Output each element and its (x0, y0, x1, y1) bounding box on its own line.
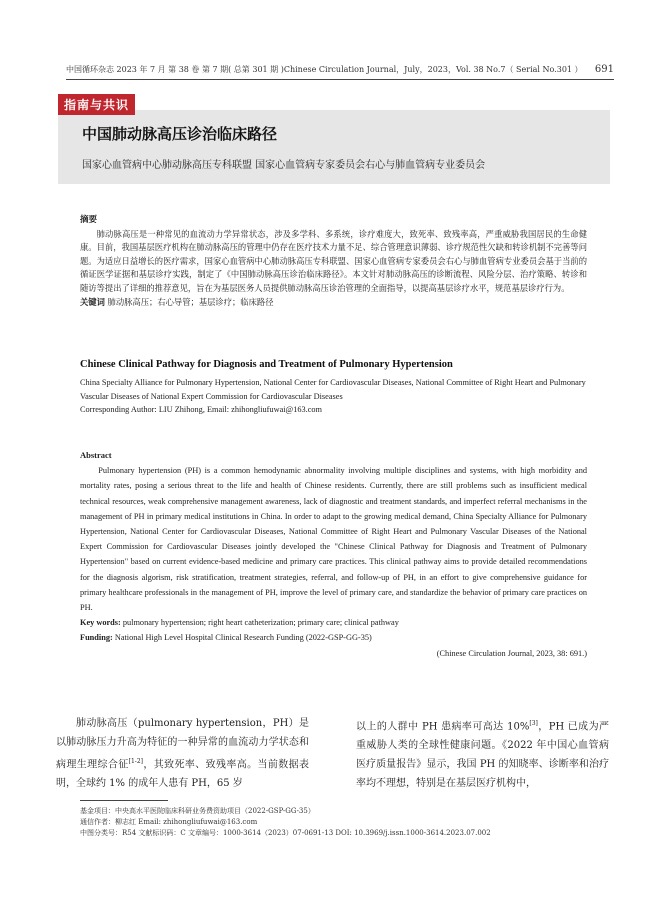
english-abstract (80, 448, 587, 661)
english-title: Chinese Clinical Pathway for Diagnosis and Treatment of Pulmonary Hypertension (80, 359, 453, 370)
funding-line (80, 630, 587, 645)
header-rule (66, 79, 614, 80)
chinese-authors: 国家心血管病中心肺动脉高压专科联盟 国家心血管病专家委员会右心与肺血管病专业委员会 (82, 160, 486, 171)
footnote-rule (80, 800, 168, 801)
funding-text: National High Level Hospital Clinical Research Funding (2022-GSP-GG-35) (114, 633, 372, 643)
chinese-abstract (80, 214, 587, 309)
funding-label: Funding: (80, 633, 113, 643)
page-number: 691 (594, 64, 614, 75)
footnote-author: 通信作者：柳志红 Email: zhihongliufuwai@163.com (80, 818, 258, 826)
citation: (Chinese Circulation Journal, 2023, 38: 691.) (436, 648, 587, 658)
english-affiliation-block (80, 376, 587, 417)
english-abstract-heading: Abstract (80, 450, 112, 460)
body-text-left-b: ，其致死率、致残率高。当前数据表明，全球约 1% 的成年人患有 PH，65 岁 (56, 759, 310, 790)
journal-line: 中国循环杂志 2023 年 7 月 第 38 卷 第 7 期( 总第 301 期 )Chinese Circulation Journal，July，2023，Vol. 38 No.7（ Serial No.301 ） (66, 65, 583, 74)
title-banner (58, 110, 610, 184)
body-column-right (356, 714, 609, 793)
body-paragraph-left (56, 714, 309, 793)
chinese-keywords-label: 关键词 (80, 296, 105, 307)
footnote-funding: 基金项目：中央高水平医院临床科研业务费资助项目（2022-GSP-GG-35） (80, 807, 315, 815)
english-abstract-text: Pulmonary hypertension (PH) is a common hemodynamic abnormality involving multiple disciplines and systems, with high morbidity and mortality rates, posing a serious threat to the life and health of Chinese residents. Currently, there are still problems such as insufficient medical technical resources, weak comprehensive management awareness, lack of diagnostic and treatment standards, and imperfect referral mechanisms in the management of PH in primary medical institutions in China. In order to adapt to the growing medical demand, China Specialty Alliance for Pulmonary Hypertension, National Center for Cardiovascular Diseases, National Committee of Right Heart and Pulmonary Vascular Diseases of the National Expert Commission for Cardiovascular Diseases jointly developed the "Chinese Clinical Pathway for Diagnosis and Treatment of Pulmonary Hypertension" based on current evidence-based medicine and primary care practices. This clinical pathway aims to provide detailed recommendations for the diagnosis algorism, risk stratification, treatment strategies, referral, and follow-up of PH, in an effort to give comprehensive guidance for primary healthcare professionals in the management of PH, improve the level of primary care, and standardize the behavior of primary care practices on PH. (80, 466, 587, 613)
body-column-left (56, 714, 309, 793)
reference-mark: [1-2] (128, 758, 143, 765)
english-keywords-label: Key words: (80, 618, 121, 628)
body-paragraph-right (356, 714, 609, 793)
chinese-keywords-text: 肺动脉高压；右心导管；基层诊疗；临床路径 (107, 296, 274, 307)
body-text-left-a: 肺动脉高压（pulmonary hypertension，PH）是以肺动脉压力升高为特征的一种异常的血流动力学状态和病理生理综合征 (56, 718, 309, 771)
chinese-keywords (80, 296, 587, 310)
column-badge: 指南与共识 (58, 94, 135, 115)
english-keywords-text: pulmonary hypertension; right heart catheterization; primary care; clinical pathway (122, 618, 399, 628)
reference-mark: [3] (529, 720, 538, 727)
english-keywords (80, 615, 587, 630)
corresponding-author: Corresponding Author: LIU Zhihong, Email: zhihongliufuwai@163.com (80, 405, 322, 415)
chinese-abstract-heading: 摘要 (80, 215, 98, 225)
body-text-right-a: 以上的人群中 PH 患病率可高达 10% (356, 721, 530, 733)
running-header (66, 64, 614, 75)
body-text-right-b: ，PH 已成为严重威胁人类的全球性健康问题。《2022 年中国心血管病医疗质量报告》显示，我国 PH 的知晓率、诊断率和治疗率均不理想，特别是在基层医疗机构中， (356, 721, 609, 790)
chinese-title: 中国肺动脉高压诊治临床路径 (82, 125, 278, 143)
english-affiliation: China Specialty Alliance for Pulmonary Hypertension, National Center for Cardiovascular Diseases, National Committee of Right Heart and Pulmonary Vascular Diseases of National Expert Commission for Cardiovascular Diseases (80, 378, 586, 401)
footnote-classification: 中图分类号：R54 文献标识码：C 文章编号：1000-3614（2023）07-0691-13 DOI: 10.3969/j.issn.1000-3614.2023.07.002 (80, 829, 491, 837)
chinese-abstract-text: 肺动脉高压是一种常见的血流动力学异常状态，涉及多学科、多系统，诊疗难度大，致死率、致残率高，严重威胁我国居民的生命健康。目前，我国基层医疗机构在肺动脉高压的管理中仍存在医疗技术力量不足、综合管理意识薄弱、诊疗规范性欠缺和转诊机制不完善等问题。为适应日益增长的医疗需求，国家心血管病中心肺动脉高压专科联盟、国家心血管病专家委员会右心与肺血管病专业委员会基于当前的循证医学证据和基层诊疗实践，制定了《中国肺动脉高压诊治临床路径》。本文针对肺动脉高压的诊断流程、风险分层、治疗策略、转诊和随访等提出了详细的推荐意见，旨在为基层医务人员提供肺动脉高压诊治管理的全面指导，以提高基层诊疗水平，规范基层诊疗行为。 (80, 228, 587, 293)
footnotes (80, 806, 491, 839)
